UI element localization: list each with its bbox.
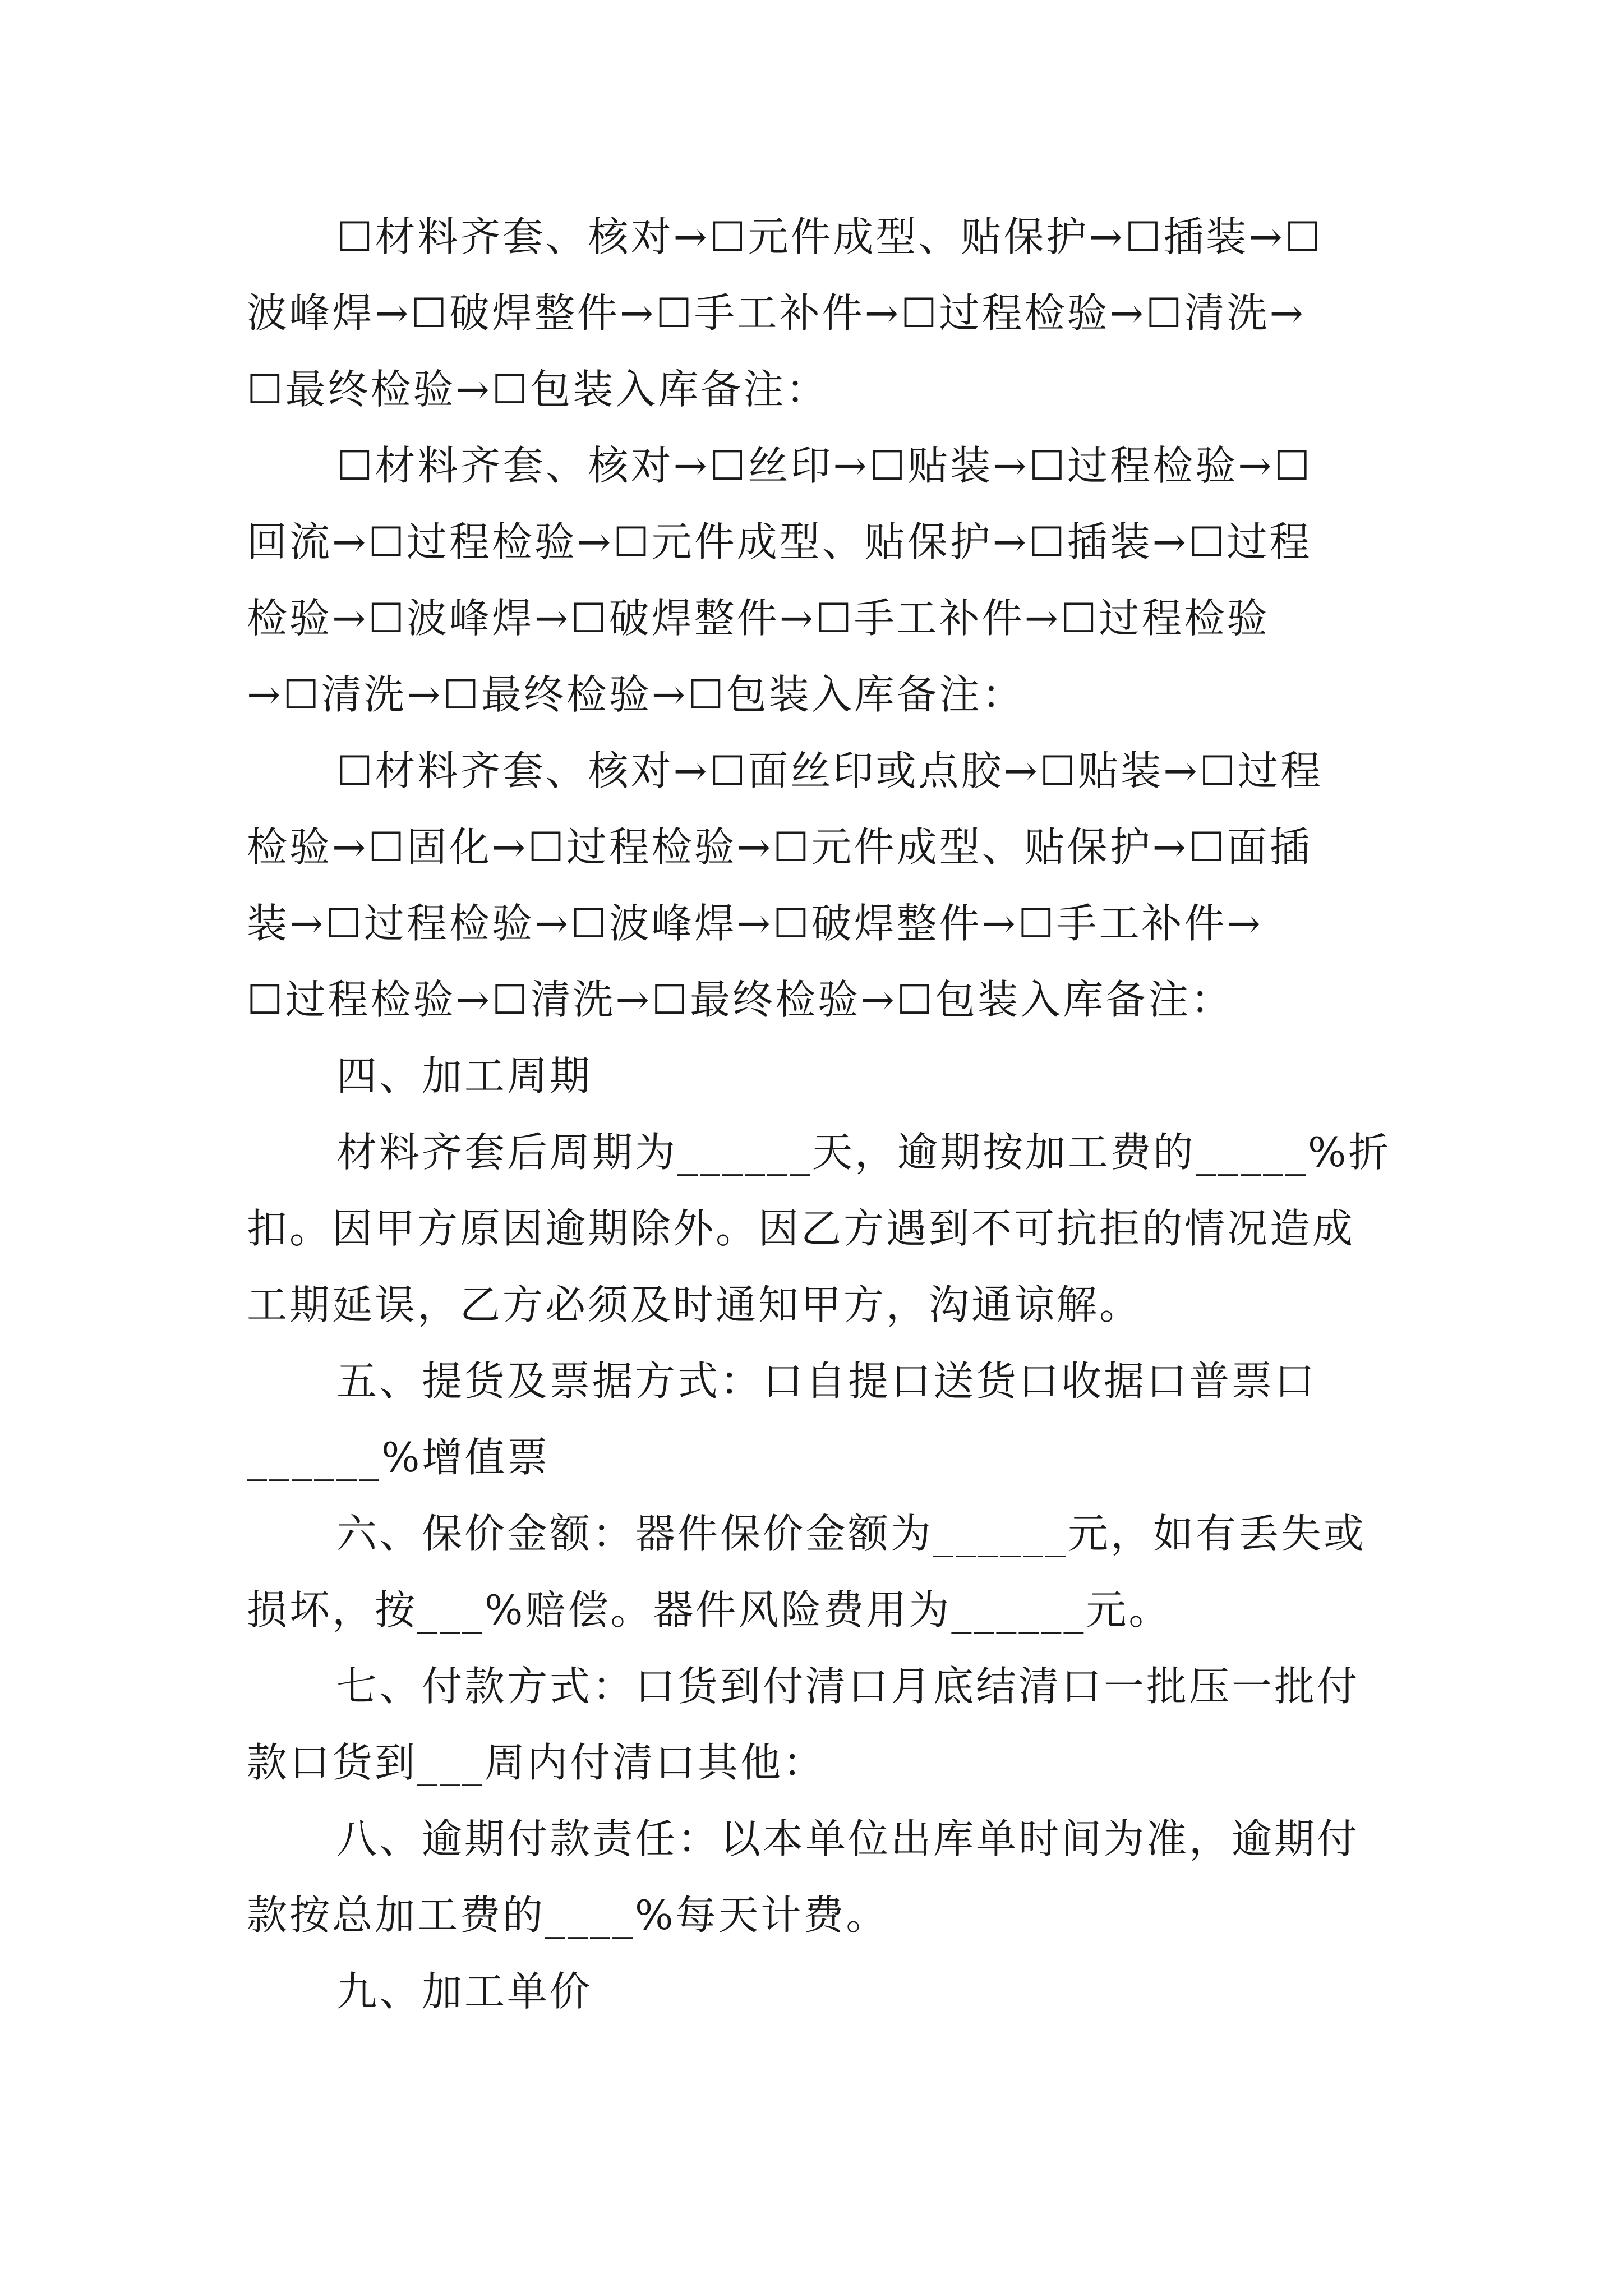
process-flow-1-line-2: 波峰焊→☐破焊整件→☐手工补件→☐过程检验→☐清洗→ (247, 289, 1306, 337)
process-flow-3-line-1: ☐材料齐套、核对→☐面丝印或点胶→☐贴装→☐过程 (336, 747, 1324, 794)
process-flow-2-line-4: →☐清洗→☐最终检验→☐包装入库备注： (247, 671, 1025, 718)
section-4-text-line-2: 扣。因甲方原因逾期除外。因乙方遇到不可抗拒的情况造成 (247, 1205, 1355, 1252)
section-4-text-line-1: 材料齐套后周期为______天，逾期按加工费的_____%折 (336, 1129, 1391, 1176)
process-flow-3-line-4: ☐过程检验→☐清洗→☐最终检验→☐包装入库备注： (247, 976, 1234, 1023)
process-flow-2-line-3: 检验→☐波峰焊→☐破焊整件→☐手工补件→☐过程检验 (247, 595, 1270, 642)
process-flow-2-line-1: ☐材料齐套、核对→☐丝印→☐贴装→☐过程检验→☐ (336, 442, 1313, 489)
process-flow-3-line-3: 装→☐过程检验→☐波峰焊→☐破焊整件→☐手工补件→ (247, 900, 1263, 947)
section-9-heading: 九、加工单价 (336, 1968, 593, 2015)
section-7-line-2: 款口货到___周内付清口其他： (247, 1739, 826, 1786)
process-flow-1-line-3: ☐最终检验→☐包装入库备注： (247, 366, 829, 413)
section-5-line-2: ______%增值票 (247, 1434, 550, 1481)
section-4-text-line-3: 工期延误，乙方必须及时通知甲方，沟通谅解。 (247, 1281, 1142, 1328)
section-5-line-1: 五、提货及票据方式：口自提口送货口收据口普票口 (336, 1358, 1317, 1405)
section-7-line-1: 七、付款方式：口货到付清口月底结清口一批压一批付 (336, 1663, 1360, 1710)
process-flow-2-line-2: 回流→☐过程检验→☐元件成型、贴保护→☐插装→☐过程 (247, 518, 1312, 565)
section-8-line-1: 八、逾期付款责任：以本单位出库单时间为准，逾期付 (336, 1815, 1360, 1862)
process-flow-1-line-1: ☐材料齐套、核对→☐元件成型、贴保护→☐插装→☐ (336, 213, 1324, 260)
process-flow-3-line-2: 检验→☐固化→☐过程检验→☐元件成型、贴保护→☐面插 (247, 823, 1312, 871)
section-4-heading: 四、加工周期 (336, 1052, 593, 1099)
section-6-line-1: 六、保价金额：器件保价金额为______元，如有丢失或 (336, 1510, 1367, 1557)
section-8-line-2: 款按总加工费的____%每天计费。 (247, 1892, 889, 1939)
section-6-line-2: 损坏，按___%赔偿。器件风险费用为______元。 (247, 1586, 1172, 1634)
